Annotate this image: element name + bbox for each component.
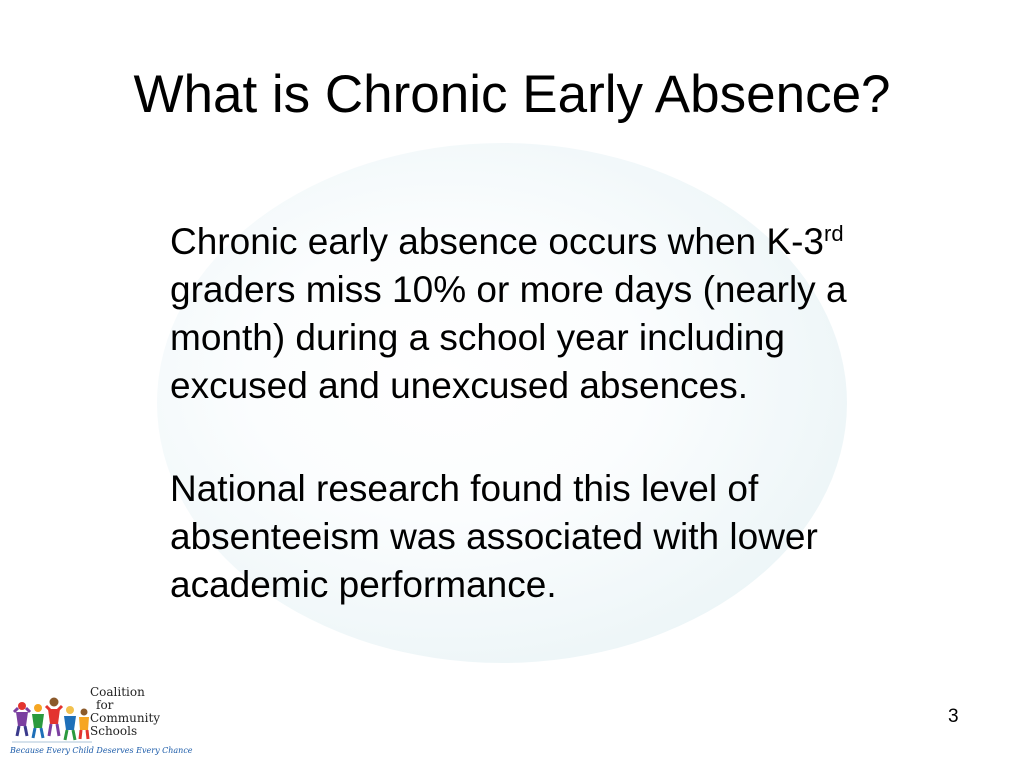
ordinal-superscript: rd xyxy=(824,221,844,246)
page-number: 3 xyxy=(948,706,959,727)
slide-body xyxy=(170,218,930,609)
logo-line-for: for xyxy=(96,698,114,712)
paragraph-research: National research found this level of absenteeism was associated with lower academic performance. xyxy=(170,468,818,605)
logo-line-community: Community xyxy=(90,711,161,725)
logo-tagline: Because Every Child Deserves Every Chance xyxy=(10,746,193,755)
logo-wordmark xyxy=(90,686,160,738)
slide-title: What is Chronic Early Absence? xyxy=(133,65,891,124)
children-figures-icon xyxy=(12,692,92,744)
paragraph-definition-text-2: graders miss 10% or more days (nearly a month) during a school year including excused and unexcused absences. xyxy=(170,269,847,406)
paragraph-definition xyxy=(170,218,930,410)
logo-line-coalition: Coalition xyxy=(90,685,145,699)
paragraph-definition-text-1: Chronic early absence occurs when K-3 xyxy=(170,221,824,262)
logo-line-schools: Schools xyxy=(90,724,138,738)
coalition-logo xyxy=(8,684,193,764)
